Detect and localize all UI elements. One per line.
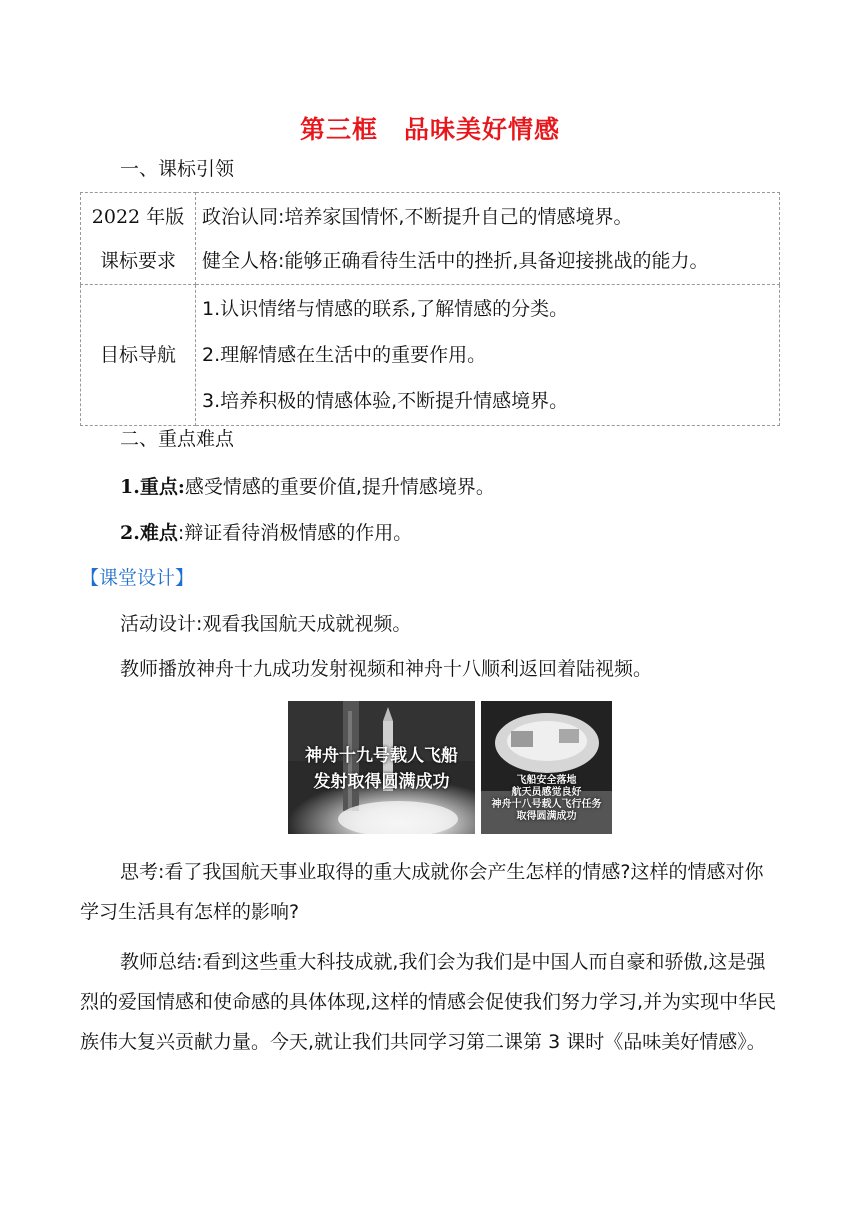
difficult-point bbox=[120, 518, 412, 548]
page-title: 第三框 品味美好情感 bbox=[299, 115, 560, 144]
list-item: 1.认识情绪与情感的联系,了解情感的分类。 bbox=[202, 298, 569, 320]
table-label-cell: 目标导航 bbox=[81, 285, 196, 426]
landing-caption-line2: 航天员感觉良好 bbox=[511, 787, 582, 798]
launch-caption-line2: 发射取得圆满成功 bbox=[313, 772, 450, 792]
class-design-heading: 【课堂设计】 bbox=[80, 567, 195, 589]
table-value-cell bbox=[196, 193, 780, 285]
launch-caption-line1: 神舟十九号载人飞船 bbox=[305, 746, 458, 766]
list-item: 3.培养积极的情感体验,不断提升情感境界。 bbox=[202, 390, 569, 412]
activity-text: 活动设计:观看我国航天成就视频。 bbox=[120, 613, 412, 635]
teacher-play-text: 教师播放神舟十九成功发射视频和神舟十八顺利返回着陆视频。 bbox=[120, 658, 653, 680]
list-item: 2.理解情感在生活中的重要作用。 bbox=[202, 344, 487, 366]
table-row bbox=[81, 285, 780, 426]
key-point bbox=[120, 472, 495, 502]
table-label-line: 2022 年版 bbox=[91, 205, 185, 228]
section-heading-key-points: 二、重点难点 bbox=[120, 428, 235, 450]
key-point-label: 1.重点: bbox=[120, 476, 185, 498]
list-item: 政治认同:培养家国情怀,不断提升自己的情感境界。 bbox=[202, 205, 633, 228]
curriculum-standard-table bbox=[80, 192, 780, 426]
think-paragraph: 思考:看了我国航天事业取得的重大成就你会产生怎样的情感?这样的情感对你学习生活具有怎样的影响? bbox=[80, 861, 764, 923]
summary-paragraph: 教师总结:看到这些重大科技成就,我们会为我们是中国人而自豪和骄傲,这是强烈的爱国情感和使命感的具体体现,这样的情感会促使我们努力学习,并为实现中华民族伟大复兴贡献力量。今天,就让我们共同学习第二课第 3 课时《品味美好情感》。 bbox=[80, 951, 777, 1053]
landing-photo bbox=[481, 701, 612, 834]
list-item: 健全人格:能够正确看待生活中的挫折,具备迎接挑战的能力。 bbox=[202, 249, 709, 272]
table-value-cell bbox=[196, 285, 780, 426]
difficult-point-text: :辩证看待消极情感的作用。 bbox=[177, 522, 413, 544]
landing-caption-line4: 取得圆满成功 bbox=[516, 811, 577, 822]
section-heading-standards: 一、课标引领 bbox=[120, 158, 235, 180]
table-row bbox=[81, 193, 780, 285]
difficult-point-label: 2.难点 bbox=[120, 522, 178, 544]
landing-caption-line1: 飞船安全落地 bbox=[516, 775, 577, 786]
table-label-cell bbox=[81, 193, 196, 285]
launch-photo bbox=[288, 701, 475, 834]
landing-caption-line3: 神舟十八号载人飞行任务 bbox=[491, 799, 602, 810]
table-label-line: 课标要求 bbox=[99, 249, 176, 272]
key-point-text: 感受情感的重要价值,提升情感境界。 bbox=[184, 476, 495, 498]
